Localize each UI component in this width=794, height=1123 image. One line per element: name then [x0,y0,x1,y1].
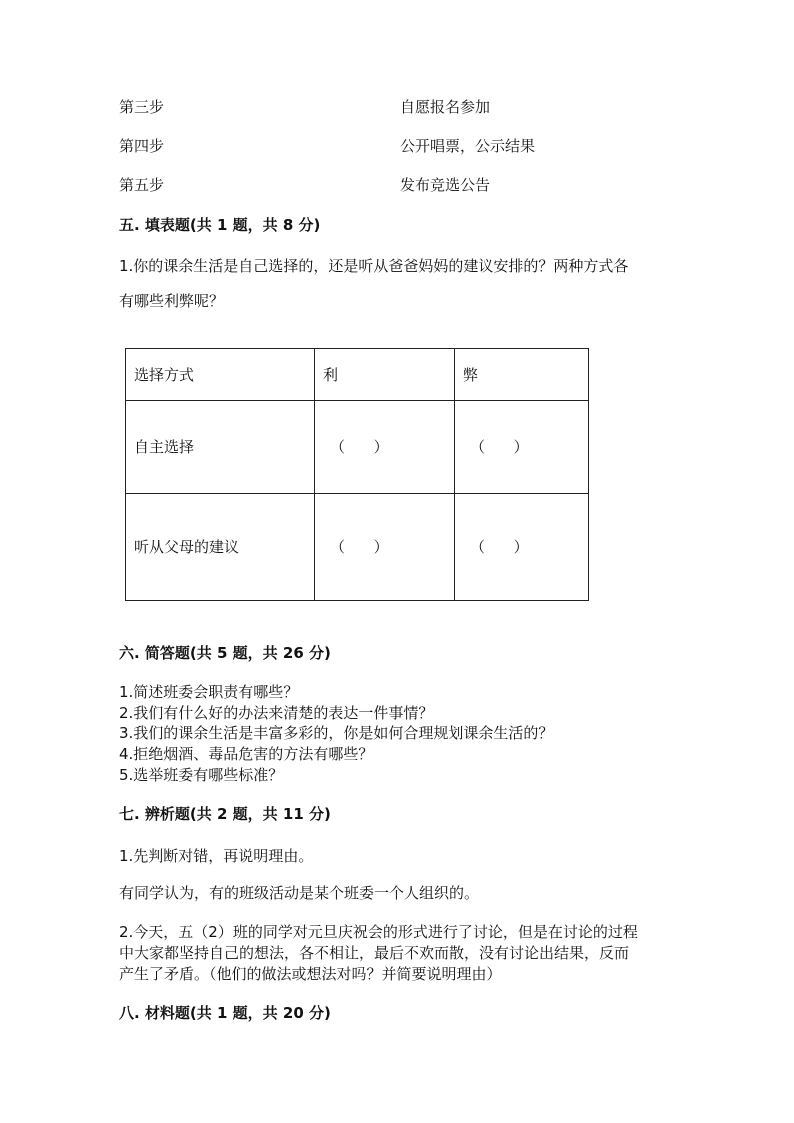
table-header: 弊 [455,349,589,401]
section-heading: 八. 材料题(共 1 题，共 20 分) [119,1004,331,1022]
question-item: 2.我们有什么好的办法来清楚的表达一件事情？ [119,704,434,722]
question-text: 有同学认为，有的班级活动是某个班委一个人组织的。 [119,884,480,902]
table-cell: 自主选择 [126,401,315,494]
question-item: 3.我们的课余生活是丰富多彩的，你是如何合理规划课余生活的？ [119,724,554,742]
table-cell: 听从父母的建议 [126,494,315,601]
step-desc: 公开唱票，公示结果 [400,137,536,155]
step-desc: 发布竞选公告 [400,176,491,194]
section-heading: 六. 简答题(共 5 题，共 26 分) [119,644,331,662]
table-row [126,401,589,494]
question-item: 5.选举班委有哪些标准？ [119,766,284,784]
step-label: 第四步 [119,137,165,155]
table-header: 利 [315,349,455,401]
question-text: 产生了矛盾。（他们的做法或想法对吗？并简要说明理由） [119,965,502,983]
table-header-row [126,349,589,401]
question-text: 有哪些利弊呢？ [119,292,225,310]
section-heading: 七. 辨析题(共 2 题，共 11 分) [119,805,331,823]
step-label: 第五步 [119,176,165,194]
question-text: 2.今天，五（2）班的同学对元旦庆祝会的形式进行了讨论，但是在讨论的过程 [119,923,638,941]
answer-blank[interactable]: （ ） [315,494,455,601]
section-heading: 五. 填表题(共 1 题，共 8 分) [119,216,321,234]
step-desc: 自愿报名参加 [400,98,491,116]
table-header: 选择方式 [126,349,315,401]
answer-blank[interactable]: （ ） [455,494,589,601]
answer-blank[interactable]: （ ） [315,401,455,494]
question-text: 中大家都坚持自己的想法，各不相让，最后不欢而散，没有讨论出结果，反而 [119,944,630,962]
question-text: 1.先判断对错，再说明理由。 [119,847,314,865]
question-text: 1.你的课余生活是自己选择的，还是听从爸爸妈妈的建议安排的？两种方式各 [119,257,629,275]
question-item: 1.简述班委会职责有哪些？ [119,683,299,701]
answer-blank[interactable]: （ ） [455,401,589,494]
table-row [126,494,589,601]
question-item: 4.拒绝烟酒、毒品危害的方法有哪些？ [119,745,374,763]
fill-table [125,348,589,601]
step-label: 第三步 [119,98,165,116]
